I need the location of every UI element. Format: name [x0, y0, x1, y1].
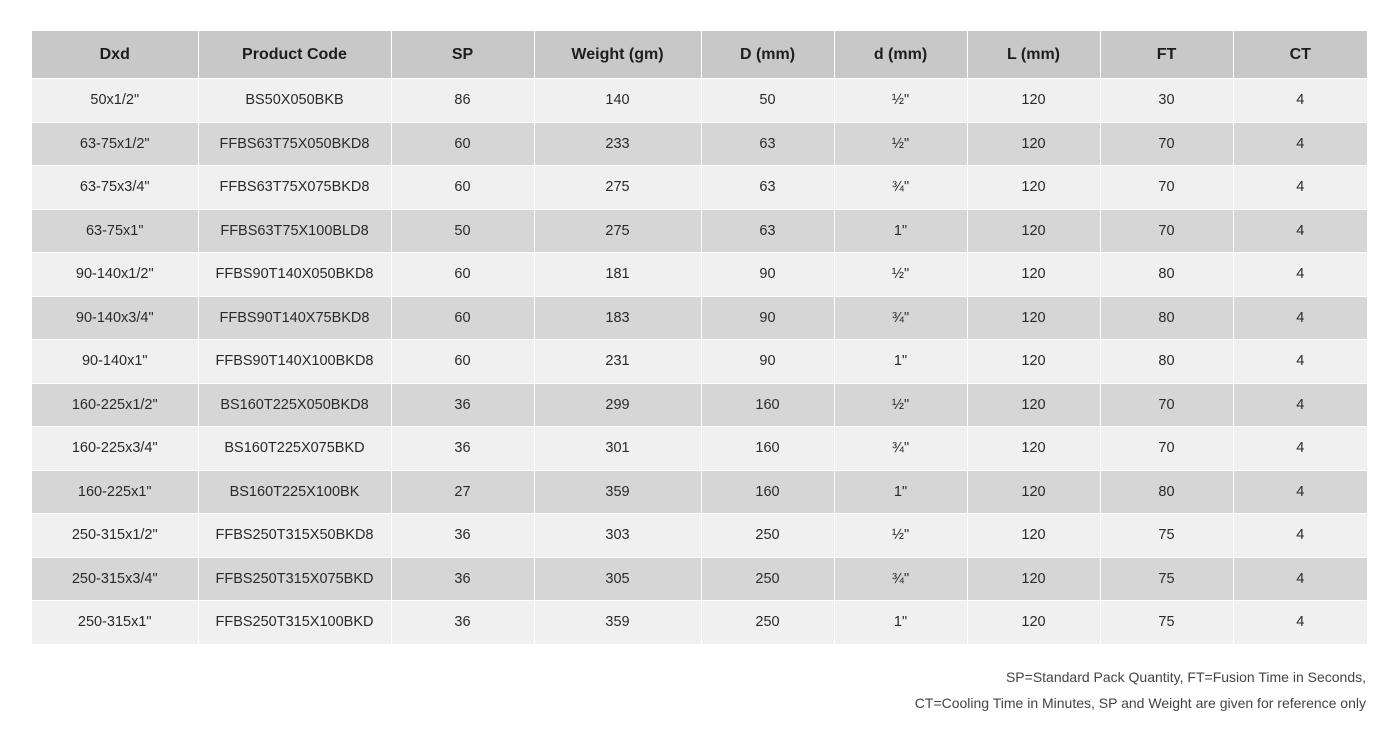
cell-inner-diameter: ½"	[834, 383, 967, 427]
cell-length: 120	[967, 427, 1100, 471]
cell-weight: 275	[534, 166, 701, 210]
cell-weight: 359	[534, 601, 701, 645]
cell-sp: 36	[391, 557, 534, 601]
table-row	[32, 340, 1367, 384]
table-row	[32, 79, 1367, 123]
cell-weight: 275	[534, 209, 701, 253]
cell-product-code: FFBS250T315X075BKD	[198, 557, 391, 601]
cell-outer-diameter: 160	[701, 383, 834, 427]
table-body	[32, 79, 1367, 645]
cell-ct: 4	[1233, 514, 1367, 558]
cell-ct: 4	[1233, 296, 1367, 340]
cell-length: 120	[967, 253, 1100, 297]
header-weight: Weight (gm)	[534, 31, 701, 79]
cell-product-code: FFBS90T140X100BKD8	[198, 340, 391, 384]
cell-product-code: BS50X050BKB	[198, 79, 391, 123]
cell-dxd: 63-75x3/4"	[32, 166, 198, 210]
cell-ct: 4	[1233, 79, 1367, 123]
cell-dxd: 160-225x1/2"	[32, 383, 198, 427]
header-product-code: Product Code	[198, 31, 391, 79]
cell-sp: 86	[391, 79, 534, 123]
header-outer-diameter: D (mm)	[701, 31, 834, 79]
cell-sp: 36	[391, 427, 534, 471]
header-ft: FT	[1100, 31, 1233, 79]
cell-dxd: 90-140x1"	[32, 340, 198, 384]
cell-ft: 80	[1100, 253, 1233, 297]
header-inner-diameter: d (mm)	[834, 31, 967, 79]
cell-ft: 75	[1100, 557, 1233, 601]
cell-ft: 80	[1100, 340, 1233, 384]
footnote-line-2: CT=Cooling Time in Minutes, SP and Weight are given for reference only	[914, 695, 1366, 711]
cell-length: 120	[967, 79, 1100, 123]
footnote-line-1: SP=Standard Pack Quantity, FT=Fusion Time in Seconds,	[1005, 669, 1366, 685]
cell-product-code: FFBS90T140X050BKD8	[198, 253, 391, 297]
cell-inner-diameter: ½"	[834, 122, 967, 166]
table-row	[32, 470, 1367, 514]
cell-outer-diameter: 90	[701, 296, 834, 340]
table-row	[32, 253, 1367, 297]
cell-length: 120	[967, 122, 1100, 166]
cell-ct: 4	[1233, 122, 1367, 166]
cell-dxd: 250-315x1"	[32, 601, 198, 645]
cell-dxd: 90-140x1/2"	[32, 253, 198, 297]
cell-ft: 75	[1100, 601, 1233, 645]
cell-outer-diameter: 50	[701, 79, 834, 123]
cell-weight: 305	[534, 557, 701, 601]
cell-inner-diameter: ¾"	[834, 296, 967, 340]
cell-ft: 70	[1100, 209, 1233, 253]
cell-weight: 181	[534, 253, 701, 297]
cell-product-code: BS160T225X075BKD	[198, 427, 391, 471]
cell-product-code: BS160T225X100BK	[198, 470, 391, 514]
cell-dxd: 250-315x3/4"	[32, 557, 198, 601]
cell-inner-diameter: 1"	[834, 601, 967, 645]
product-spec-table	[32, 31, 1367, 645]
cell-ct: 4	[1233, 427, 1367, 471]
cell-weight: 359	[534, 470, 701, 514]
table-row	[32, 166, 1367, 210]
cell-outer-diameter: 160	[701, 427, 834, 471]
table-row	[32, 514, 1367, 558]
cell-sp: 60	[391, 253, 534, 297]
cell-inner-diameter: ¾"	[834, 166, 967, 210]
cell-sp: 27	[391, 470, 534, 514]
cell-dxd: 160-225x3/4"	[32, 427, 198, 471]
cell-inner-diameter: ½"	[834, 253, 967, 297]
cell-ft: 70	[1100, 427, 1233, 471]
header-dxd: Dxd	[32, 31, 198, 79]
cell-sp: 60	[391, 340, 534, 384]
cell-product-code: FFBS63T75X075BKD8	[198, 166, 391, 210]
cell-ft: 30	[1100, 79, 1233, 123]
cell-weight: 299	[534, 383, 701, 427]
cell-length: 120	[967, 470, 1100, 514]
table-row	[32, 557, 1367, 601]
cell-outer-diameter: 63	[701, 209, 834, 253]
cell-dxd: 50x1/2"	[32, 79, 198, 123]
table-row	[32, 601, 1367, 645]
cell-outer-diameter: 63	[701, 166, 834, 210]
cell-weight: 231	[534, 340, 701, 384]
cell-weight: 233	[534, 122, 701, 166]
cell-weight: 183	[534, 296, 701, 340]
cell-ct: 4	[1233, 253, 1367, 297]
cell-product-code: FFBS63T75X050BKD8	[198, 122, 391, 166]
cell-ct: 4	[1233, 383, 1367, 427]
cell-inner-diameter: 1"	[834, 340, 967, 384]
cell-length: 120	[967, 296, 1100, 340]
cell-dxd: 63-75x1/2"	[32, 122, 198, 166]
cell-outer-diameter: 63	[701, 122, 834, 166]
cell-ct: 4	[1233, 557, 1367, 601]
cell-length: 120	[967, 166, 1100, 210]
cell-ft: 70	[1100, 166, 1233, 210]
cell-ft: 70	[1100, 122, 1233, 166]
cell-outer-diameter: 160	[701, 470, 834, 514]
cell-dxd: 160-225x1"	[32, 470, 198, 514]
cell-sp: 60	[391, 296, 534, 340]
cell-product-code: BS160T225X050BKD8	[198, 383, 391, 427]
cell-dxd: 250-315x1/2"	[32, 514, 198, 558]
cell-weight: 301	[534, 427, 701, 471]
cell-product-code: FFBS250T315X50BKD8	[198, 514, 391, 558]
cell-inner-diameter: ¾"	[834, 557, 967, 601]
cell-length: 120	[967, 601, 1100, 645]
cell-inner-diameter: ½"	[834, 79, 967, 123]
table-row	[32, 427, 1367, 471]
cell-inner-diameter: ¾"	[834, 427, 967, 471]
cell-outer-diameter: 250	[701, 557, 834, 601]
cell-ct: 4	[1233, 340, 1367, 384]
cell-sp: 36	[391, 383, 534, 427]
cell-length: 120	[967, 209, 1100, 253]
cell-dxd: 63-75x1"	[32, 209, 198, 253]
cell-ct: 4	[1233, 470, 1367, 514]
cell-ct: 4	[1233, 166, 1367, 210]
cell-inner-diameter: ½"	[834, 514, 967, 558]
table-row	[32, 296, 1367, 340]
cell-inner-diameter: 1"	[834, 209, 967, 253]
cell-length: 120	[967, 514, 1100, 558]
cell-product-code: FFBS250T315X100BKD	[198, 601, 391, 645]
product-table-container	[32, 31, 1367, 645]
cell-ct: 4	[1233, 601, 1367, 645]
cell-ft: 80	[1100, 470, 1233, 514]
cell-outer-diameter: 250	[701, 601, 834, 645]
cell-inner-diameter: 1"	[834, 470, 967, 514]
cell-outer-diameter: 90	[701, 340, 834, 384]
cell-weight: 303	[534, 514, 701, 558]
cell-ft: 80	[1100, 296, 1233, 340]
cell-length: 120	[967, 557, 1100, 601]
table-row	[32, 209, 1367, 253]
cell-weight: 140	[534, 79, 701, 123]
cell-outer-diameter: 250	[701, 514, 834, 558]
cell-dxd: 90-140x3/4"	[32, 296, 198, 340]
cell-ft: 70	[1100, 383, 1233, 427]
cell-product-code: FFBS63T75X100BLD8	[198, 209, 391, 253]
table-header-row	[32, 31, 1367, 79]
cell-ct: 4	[1233, 209, 1367, 253]
cell-sp: 60	[391, 166, 534, 210]
header-length: L (mm)	[967, 31, 1100, 79]
cell-length: 120	[967, 340, 1100, 384]
cell-sp: 36	[391, 514, 534, 558]
header-ct: CT	[1233, 31, 1367, 79]
cell-outer-diameter: 90	[701, 253, 834, 297]
table-row	[32, 383, 1367, 427]
cell-sp: 50	[391, 209, 534, 253]
cell-sp: 36	[391, 601, 534, 645]
cell-sp: 60	[391, 122, 534, 166]
table-row	[32, 122, 1367, 166]
cell-product-code: FFBS90T140X75BKD8	[198, 296, 391, 340]
header-sp: SP	[391, 31, 534, 79]
cell-length: 120	[967, 383, 1100, 427]
cell-ft: 75	[1100, 514, 1233, 558]
